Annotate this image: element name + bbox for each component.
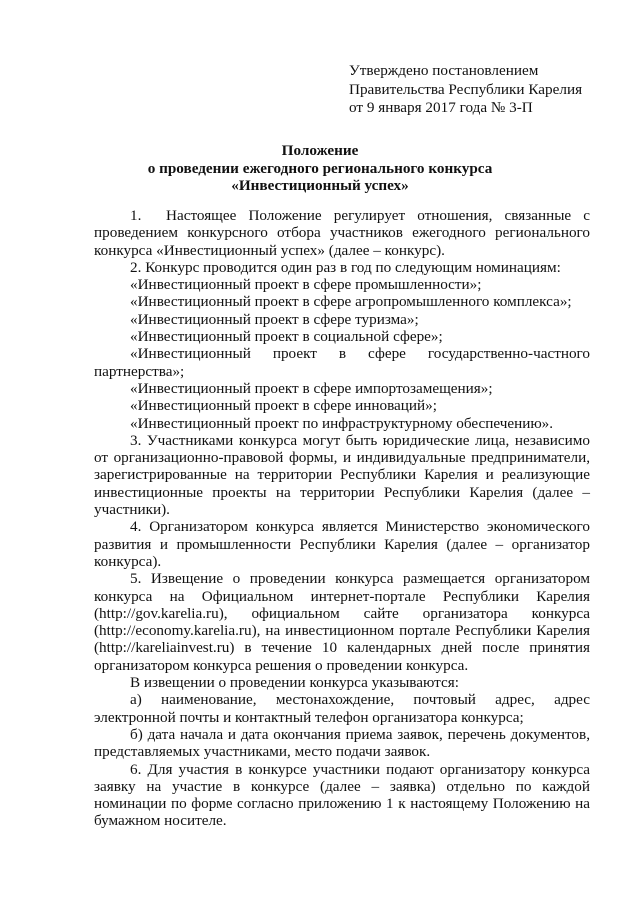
title-line: Положение — [281, 142, 359, 159]
paragraph-text: Настоящее Положение регулирует отношения, связанные с проведением конкурсного отбора участников ежегодного регионального конкурса «Инвестиционный успех» (далее – конкурс). — [94, 207, 590, 259]
approval-stamp — [349, 62, 582, 118]
nomination-item: «Инвестиционный проект в социальной сфере»; — [130, 328, 443, 346]
paragraph-5-item-a: а) наименование, местонахождение, почтовый адрес, адрес электронной почты и контактный телефон организатора конкурса; — [94, 691, 590, 726]
paragraph-1 — [94, 207, 590, 259]
approval-line: Правительства Республики Карелия — [349, 80, 583, 98]
paragraph-3: 3. Участниками конкурса могут быть юридические лица, независимо от организационно-правовой формы, и индивидуальные предприниматели, зарегистрированные на территории Республики Карелия и реализующие инвестиционные проекты на территории Республики Карелия (далее – участники). — [94, 431, 590, 519]
nomination-item: «Инвестиционный проект в сфере туризма»; — [130, 310, 419, 328]
paragraph-5: 5. Извещение о проведении конкурса размещается организатором конкурса на Официальном интернет-портале Республики Карелия (http://gov.karelia.ru), официальном сайте организатора конкурса (http://economy.karelia.ru), на инвестиционном портале Республики Карелия (http://kareliainvest.ru) в течение 10 календарных дней после принятия организатором конкурса решения о проведении конкурса. — [94, 570, 590, 674]
title-line: о проведении ежегодного регионального конкурса — [147, 159, 493, 177]
paragraph-6: 6. Для участия в конкурсе участники подают организатору конкурса заявку на участие в конкурсе (далее – заявка) отдельно по каждой номинации по форме согласно приложению 1 к настоящему Положению на бумажном носителе. — [94, 760, 590, 830]
nomination-item: «Инвестиционный проект по инфраструктурному обеспечению». — [130, 414, 554, 432]
nomination-item: «Инвестиционный проект в сфере инноваций»; — [130, 397, 437, 415]
paragraph-5-intro: В извещении о проведении конкурса указываются: — [130, 674, 459, 692]
nomination-item: «Инвестиционный проект в сфере импортозамещения»; — [130, 379, 493, 397]
document-title — [0, 142, 640, 195]
paragraph-5-item-b: б) дата начала и дата окончания приема заявок, перечень документов, представляемых участниками, место подачи заявок. — [94, 725, 590, 761]
nomination-item: «Инвестиционный проект в сфере государственно-частного партнерства»; — [94, 345, 590, 380]
paragraph-2: 2. Конкурс проводится один раз в год по следующим номинациям: — [130, 258, 561, 276]
nomination-item: «Инвестиционный проект в сфере агропромышленного комплекса»; — [130, 293, 572, 311]
title-line: «Инвестиционный успех» — [231, 177, 409, 194]
approval-line: от 9 января 2017 года № 3-П — [349, 99, 533, 117]
document-body — [94, 207, 590, 830]
paragraph-number: 1. — [130, 207, 142, 224]
approval-line: Утверждено постановлением — [349, 62, 539, 79]
nomination-item: «Инвестиционный проект в сфере промышленности»; — [130, 276, 482, 294]
paragraph-4: 4. Организатором конкурса является Министерство экономического развития и промышленности Республики Карелия (далее – организатор конкурса). — [94, 518, 590, 570]
